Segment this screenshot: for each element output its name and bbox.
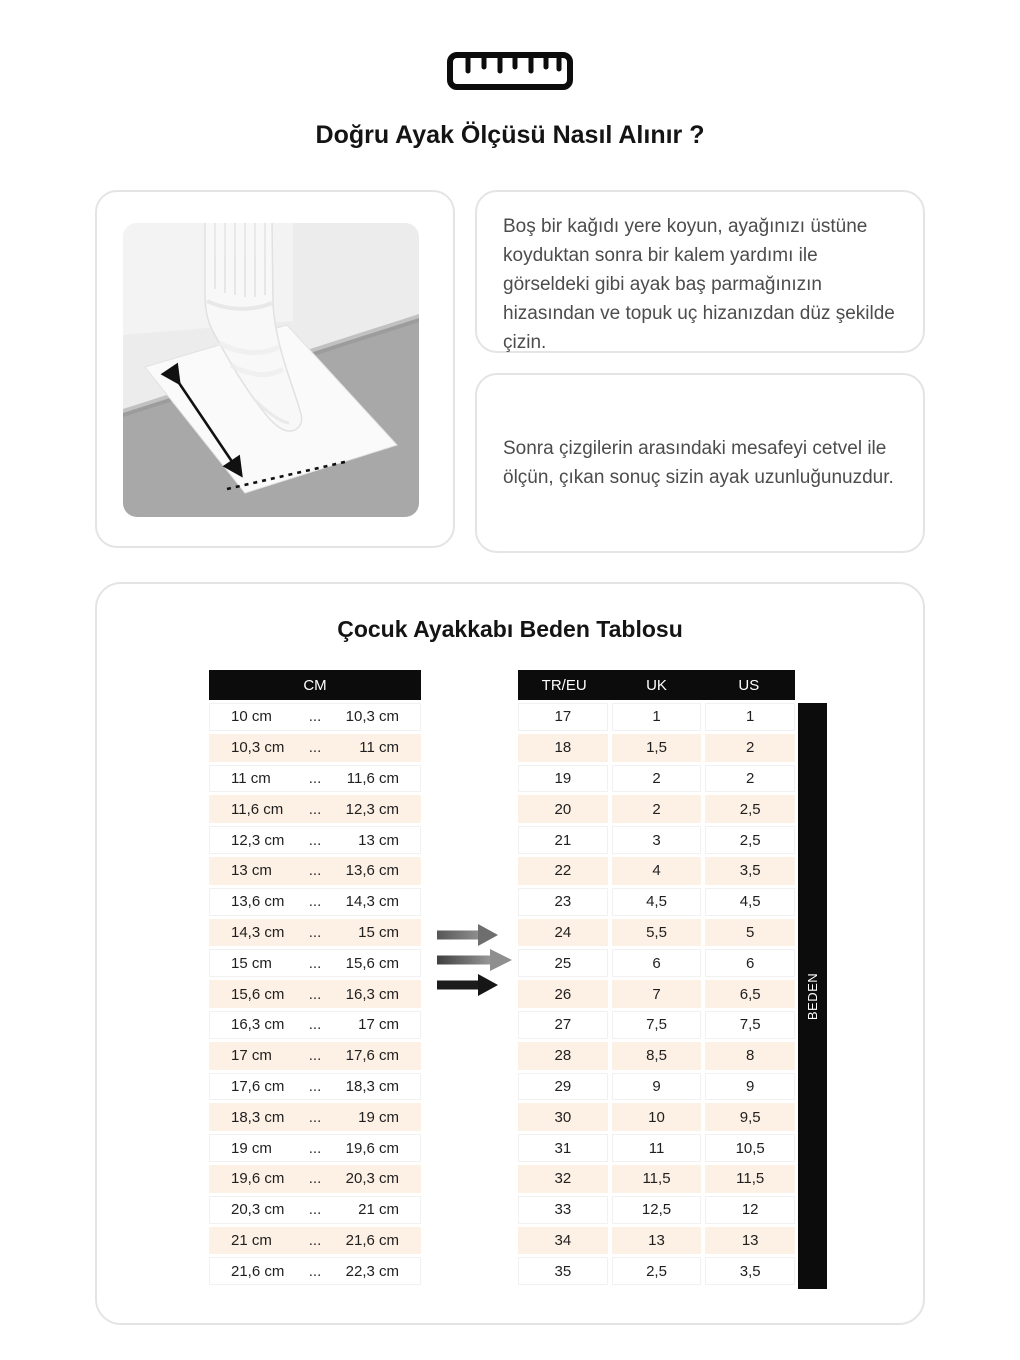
cm-value: ... [308, 954, 322, 972]
cm-table-header: CM [209, 670, 421, 700]
cm-value: 22,3 cm [345, 1262, 399, 1280]
size-value: 18 [518, 734, 608, 762]
size-value: 25 [518, 949, 608, 977]
cm-value: ... [308, 893, 322, 911]
cm-value: ... [308, 1047, 322, 1065]
size-table-row [518, 1073, 795, 1101]
size-value: 10,5 [705, 1134, 795, 1162]
cm-value: 10,3 cm [231, 739, 285, 757]
size-value: 8 [705, 1042, 795, 1070]
size-value: 28 [518, 1042, 608, 1070]
cm-value: 21,6 cm [231, 1262, 285, 1280]
size-value: 9,5 [705, 1103, 795, 1131]
cm-value: ... [308, 1139, 322, 1157]
page-title: Doğru Ayak Ölçüsü Nasıl Alınır ? [315, 121, 705, 149]
cm-value: ... [308, 1231, 322, 1249]
cm-table-row [209, 980, 421, 1008]
size-chart-title: Çocuk Ayakkabı Beden Tablosu [337, 616, 683, 642]
size-value: 4 [612, 857, 702, 885]
cm-table-row [209, 1257, 421, 1285]
size-table-row [518, 795, 795, 823]
cm-value: 21 cm [358, 1201, 399, 1219]
size-table-row [518, 1165, 795, 1193]
size-value: 4,5 [705, 888, 795, 916]
cm-value: 10 cm [231, 708, 272, 726]
cm-value: 15 cm [358, 923, 399, 941]
size-value: 2,5 [705, 795, 795, 823]
size-value: 17 [518, 703, 608, 731]
size-value: 3 [612, 826, 702, 854]
size-table-row [518, 1257, 795, 1285]
cm-value: ... [308, 739, 322, 757]
size-value: 11 [612, 1134, 702, 1162]
cm-table-row [209, 1134, 421, 1162]
cm-value: ... [308, 862, 322, 880]
cm-value: 14,3 cm [231, 923, 285, 941]
foot-measure-photo-card [95, 190, 455, 548]
size-value: 20 [518, 795, 608, 823]
cm-value: ... [308, 985, 322, 1003]
size-value: 2 [612, 765, 702, 793]
size-table-row [518, 734, 795, 762]
size-value: 35 [518, 1257, 608, 1285]
size-value: 3,5 [705, 1257, 795, 1285]
size-value: 6 [612, 949, 702, 977]
size-value: 11,5 [612, 1165, 702, 1193]
size-chart-card [95, 582, 925, 1325]
cm-value: 20,3 cm [231, 1201, 285, 1219]
cm-value: 12,3 cm [231, 831, 285, 849]
size-table-row [518, 1196, 795, 1224]
cm-table-row [209, 1011, 421, 1039]
cm-table-row [209, 734, 421, 762]
size-value: 27 [518, 1011, 608, 1039]
cm-table-row [209, 795, 421, 823]
size-value: 12 [705, 1196, 795, 1224]
size-value: 7 [612, 980, 702, 1008]
size-value: 30 [518, 1103, 608, 1131]
cm-table-row [209, 1073, 421, 1101]
cm-value: ... [308, 923, 322, 941]
size-value: 2 [612, 795, 702, 823]
size-table-row [518, 1227, 795, 1255]
size-table-rows [518, 703, 795, 1285]
cm-value: 19 cm [231, 1139, 272, 1157]
instruction-step2-text: Sonra çizgilerin arasındaki mesafeyi cetvel ile ölçün, çıkan sonuç sizin ayak uzunluğunuzdur. [503, 438, 894, 488]
size-table-row [518, 765, 795, 793]
cm-value: ... [308, 1016, 322, 1034]
foot-measure-photo [123, 223, 419, 517]
size-value: 11,5 [705, 1165, 795, 1193]
size-table-row [518, 703, 795, 731]
cm-value: ... [308, 769, 322, 787]
size-value: 6,5 [705, 980, 795, 1008]
size-value: 5 [705, 919, 795, 947]
instruction-step1-card [475, 190, 925, 353]
cm-value: ... [308, 708, 322, 726]
size-value: 1 [612, 703, 702, 731]
cm-value: 20,3 cm [345, 1170, 399, 1188]
cm-value: ... [308, 800, 322, 818]
cm-value: ... [308, 1262, 322, 1280]
cm-table-row [209, 1103, 421, 1131]
cm-value: 12,3 cm [345, 800, 399, 818]
size-value: 13 [705, 1227, 795, 1255]
cm-value: 15,6 cm [231, 985, 285, 1003]
cm-table-row [209, 703, 421, 731]
cm-value: 19,6 cm [231, 1170, 285, 1188]
size-value: 7,5 [612, 1011, 702, 1039]
cm-table-row [209, 1165, 421, 1193]
cm-table-row [209, 949, 421, 977]
size-value: 23 [518, 888, 608, 916]
cm-table-row [209, 919, 421, 947]
cm-table-row [209, 857, 421, 885]
ruler-icon [0, 52, 1020, 90]
cm-value: 13 cm [358, 831, 399, 849]
size-value: 33 [518, 1196, 608, 1224]
size-value: 9 [705, 1073, 795, 1101]
cm-value: 11,6 cm [231, 800, 284, 818]
size-value: 6 [705, 949, 795, 977]
size-value: 19 [518, 765, 608, 793]
cm-value: 18,3 cm [345, 1077, 399, 1095]
size-value: 7,5 [705, 1011, 795, 1039]
size-table-row [518, 980, 795, 1008]
cm-value: ... [308, 831, 322, 849]
cm-value: 13,6 cm [345, 862, 399, 880]
size-value: 32 [518, 1165, 608, 1193]
size-table-row [518, 1134, 795, 1162]
size-value: 13 [612, 1227, 702, 1255]
size-value: 12,5 [612, 1196, 702, 1224]
size-table-header [518, 670, 795, 700]
size-table-header-treu: TR/EU [541, 676, 587, 694]
cm-value: 17,6 cm [231, 1077, 285, 1095]
cm-value: 19 cm [358, 1108, 399, 1126]
instruction-step2-card [475, 373, 925, 553]
size-table-row [518, 888, 795, 916]
size-table-row [518, 857, 795, 885]
size-value: 24 [518, 919, 608, 947]
cm-value: 19,6 cm [345, 1139, 399, 1157]
cm-value: 14,3 cm [345, 893, 399, 911]
cm-value: 17 cm [358, 1016, 399, 1034]
cm-table-row [209, 1227, 421, 1255]
cm-value: 21,6 cm [345, 1231, 399, 1249]
size-value: 8,5 [612, 1042, 702, 1070]
cm-value: 11,6 cm [346, 769, 399, 787]
cm-value: 11 cm [359, 739, 399, 757]
size-table-row [518, 826, 795, 854]
cm-value: ... [308, 1170, 322, 1188]
size-table-row [518, 949, 795, 977]
instruction-step1-text: Boş bir kağıdı yere koyun, ayağınızı üstüne koyduktan sonra bir kalem yardımı ile görseldeki gibi ayak baş parmağınızın hizasından ve topuk uç hizanızdan düz şekilde çizin. [503, 216, 895, 353]
cm-value: ... [308, 1108, 322, 1126]
size-value: 5,5 [612, 919, 702, 947]
cm-value: 16,3 cm [231, 1016, 285, 1034]
cm-value: 15 cm [231, 954, 272, 972]
cm-value: 13 cm [231, 862, 272, 880]
size-value: 2 [705, 734, 795, 762]
size-value: 2,5 [705, 826, 795, 854]
size-value: 4,5 [612, 888, 702, 916]
beden-label-text: BEDEN [805, 972, 821, 1020]
size-value: 29 [518, 1073, 608, 1101]
cm-value: 17 cm [231, 1047, 272, 1065]
cm-value: ... [308, 1077, 322, 1095]
cm-table-rows [209, 703, 421, 1285]
size-value: 2 [705, 765, 795, 793]
arrows-right-icon [435, 922, 517, 1003]
beden-side-label [798, 703, 827, 1289]
size-value: 26 [518, 980, 608, 1008]
cm-value: 16,3 cm [345, 985, 399, 1003]
size-table-row [518, 1103, 795, 1131]
size-value: 22 [518, 857, 608, 885]
size-value: 1,5 [612, 734, 702, 762]
size-value: 3,5 [705, 857, 795, 885]
size-table-header-us: US [738, 676, 760, 694]
cm-table-row [209, 1042, 421, 1070]
cm-value: ... [308, 1201, 322, 1219]
size-value: 2,5 [612, 1257, 702, 1285]
size-value: 1 [705, 703, 795, 731]
cm-table-row [209, 765, 421, 793]
cm-value: 15,6 cm [345, 954, 399, 972]
cm-value: 13,6 cm [231, 893, 285, 911]
cm-value: 10,3 cm [345, 708, 399, 726]
cm-table-row [209, 1196, 421, 1224]
cm-value: 18,3 cm [231, 1108, 285, 1126]
size-table-row [518, 1011, 795, 1039]
cm-value: 17,6 cm [345, 1047, 399, 1065]
size-value: 9 [612, 1073, 702, 1101]
cm-table [209, 670, 421, 1288]
cm-value: 11 cm [231, 769, 271, 787]
size-value: 34 [518, 1227, 608, 1255]
size-table [518, 670, 795, 1288]
cm-table-row [209, 888, 421, 916]
size-table-row [518, 919, 795, 947]
cm-table-row [209, 826, 421, 854]
size-table-row [518, 1042, 795, 1070]
size-value: 10 [612, 1103, 702, 1131]
size-value: 31 [518, 1134, 608, 1162]
size-value: 21 [518, 826, 608, 854]
cm-value: 21 cm [231, 1231, 272, 1249]
size-table-header-uk: UK [646, 676, 667, 694]
